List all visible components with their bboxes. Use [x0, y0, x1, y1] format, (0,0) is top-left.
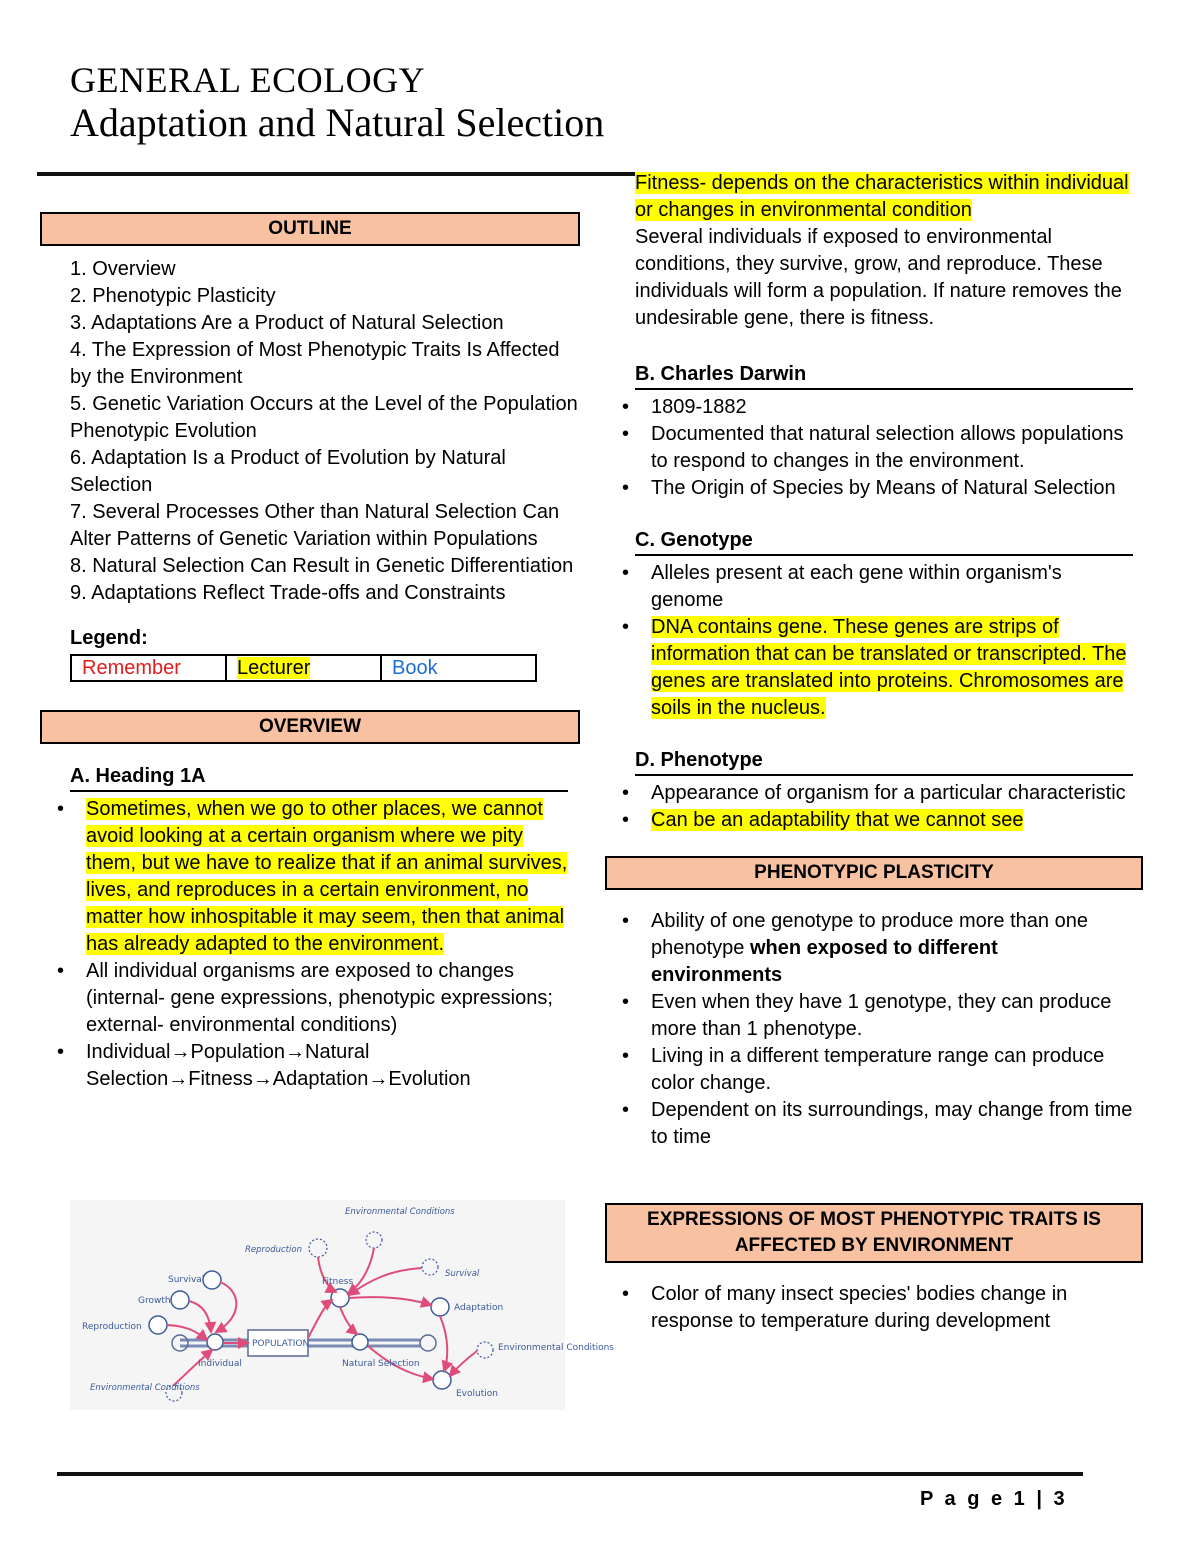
overview-bullets — [78, 796, 568, 1093]
plasticity-bullets — [643, 908, 1133, 1151]
outline-item: 3. Adaptations Are a Product of Natural Selection — [70, 312, 504, 334]
document-title: Adaptation and Natural Selection — [70, 100, 605, 145]
legend-lecturer: Lecturer — [237, 657, 311, 679]
genotype-heading: C. Genotype — [635, 522, 1133, 556]
genotype-bullets — [643, 560, 1133, 722]
overview-heading: OVERVIEW — [40, 710, 580, 744]
diagram-label: Fitness — [322, 1277, 354, 1287]
diagram-label: Survival — [168, 1275, 205, 1285]
outline-item: 1. Overview — [70, 258, 176, 280]
diagram-label: Environmental Conditions — [498, 1343, 614, 1353]
legend-book: Book — [381, 655, 536, 681]
outline-list — [70, 256, 580, 607]
left-column — [40, 212, 580, 1093]
legend-remember: Remember — [71, 655, 226, 681]
list-item — [643, 614, 1133, 722]
outline-item: 2. Phenotypic Plasticity — [70, 285, 276, 307]
list-item: • The Origin of Species by Means of Natural Selection — [643, 475, 1133, 502]
legend-table — [70, 654, 537, 682]
list-item: • Color of many insect species' bodies change in response to temperature during development — [643, 1281, 1133, 1335]
diagram-label: Natural Selection — [342, 1359, 420, 1369]
fitness-highlight: Fitness- depends on the characteristics within individual or changes in environmental condition — [635, 172, 1129, 221]
fitness-note — [635, 170, 1133, 332]
list-item — [643, 807, 1133, 834]
outline-item: 6. Adaptation Is a Product of Evolution by Natural Selection — [70, 447, 506, 496]
heading-1a: A. Heading 1A — [70, 758, 568, 792]
darwin-heading: B. Charles Darwin — [635, 356, 1133, 390]
outline-item: 5. Genetic Variation Occurs at the Level of the Population — [70, 393, 578, 415]
darwin-bullets — [643, 394, 1133, 502]
expressions-heading: EXPRESSIONS OF MOST PHENOTYPIC TRAITS IS AFFECTED BY ENVIRONMENT — [605, 1203, 1143, 1263]
sink-cloud-icon — [420, 1335, 436, 1351]
outline-item: 8. Natural Selection Can Result in Genetic Differentiation — [70, 555, 574, 577]
diagram-label: Environmental Conditions — [345, 1207, 455, 1217]
legend-lecturer-cell — [226, 655, 381, 681]
source-cloud-icon — [172, 1335, 188, 1351]
population-diagram — [70, 1200, 614, 1410]
footer-divider — [57, 1472, 1083, 1476]
bullet-text: Can be an adaptability that we cannot see — [651, 809, 1024, 831]
diagram-label: Individual — [198, 1359, 242, 1369]
outline-heading: OUTLINE — [40, 212, 580, 246]
diagram-label: Environmental Conditions — [90, 1383, 200, 1393]
diagram-label: Reproduction — [82, 1322, 142, 1332]
diagram-label: Reproduction — [245, 1245, 302, 1255]
list-item: • Individual→Population→Natural Selection→Fitness→Adaptation→Evolution — [78, 1039, 568, 1093]
list-item — [643, 908, 1133, 989]
phenotype-heading: D. Phenotype — [635, 742, 1133, 776]
diagram-label: POPULATION — [252, 1339, 310, 1349]
bullet-text: Ability of one genotype to produce more than one phenotype — [651, 910, 1088, 959]
outline-item: 9. Adaptations Reflect Trade-offs and Constraints — [70, 582, 506, 604]
page-number: P a g e 1 | 3 — [920, 1488, 1068, 1510]
list-item: • Alleles present at each gene within organism's genome — [643, 560, 1133, 614]
course-title: GENERAL ECOLOGY — [70, 60, 426, 100]
list-item: • Living in a different temperature range can produce color change. — [643, 1043, 1133, 1097]
outline-item: Phenotypic Evolution — [70, 420, 257, 442]
list-item: • Even when they have 1 genotype, they can produce more than 1 phenotype. — [643, 989, 1133, 1043]
outline-item: 7. Several Processes Other than Natural Selection Can Alter Patterns of Genetic Variation within Populations — [70, 501, 560, 550]
outline-item: 4. The Expression of Most Phenotypic Traits Is Affected by the Environment — [70, 339, 560, 388]
diagram-label: Evolution — [456, 1389, 498, 1399]
list-item: • All individual organisms are exposed to changes (internal- gene expressions, phenotypic expressions; external- environmental conditions) — [78, 958, 568, 1039]
legend-title: Legend: — [70, 627, 148, 649]
bullet-text: DNA contains gene. These genes are strips of information that can be translated or transcripted. The genes are translated into proteins. Chromosomes are soils in the nucleus. — [651, 616, 1127, 719]
phenotype-bullets — [643, 780, 1133, 834]
diagram-label: Adaptation — [454, 1303, 504, 1313]
list-item: • Dependent on its surroundings, may change from time to time — [643, 1097, 1133, 1151]
list-item: • Appearance of organism for a particular characteristic — [643, 780, 1133, 807]
fitness-text: Several individuals if exposed to environmental conditions, they survive, grow, and reproduce. These individuals will form a population. If nature removes the undesirable gene, there is fitness. — [635, 226, 1122, 329]
plasticity-heading: PHENOTYPIC PLASTICITY — [605, 856, 1143, 890]
list-item: • Documented that natural selection allows populations to respond to changes in the environment. — [643, 421, 1133, 475]
diagram-label: Growth — [138, 1296, 171, 1306]
expressions-bullets — [643, 1281, 1133, 1335]
bullet-text: Sometimes, when we go to other places, we cannot avoid looking at a certain organism where we pity them, but we have to realize that if an animal survives, lives, and reproduces in a certain environment, no matter how inhospitable it may seem, then that animal has already adapted to the environment. — [86, 798, 568, 955]
list-item — [78, 796, 568, 958]
list-item: • 1809-1882 — [643, 394, 1133, 421]
right-column — [605, 170, 1145, 1335]
diagram-svg — [70, 1200, 614, 1410]
bullet-bold-text: when exposed to different environments — [651, 937, 998, 986]
diagram-label: Survival — [445, 1269, 480, 1279]
